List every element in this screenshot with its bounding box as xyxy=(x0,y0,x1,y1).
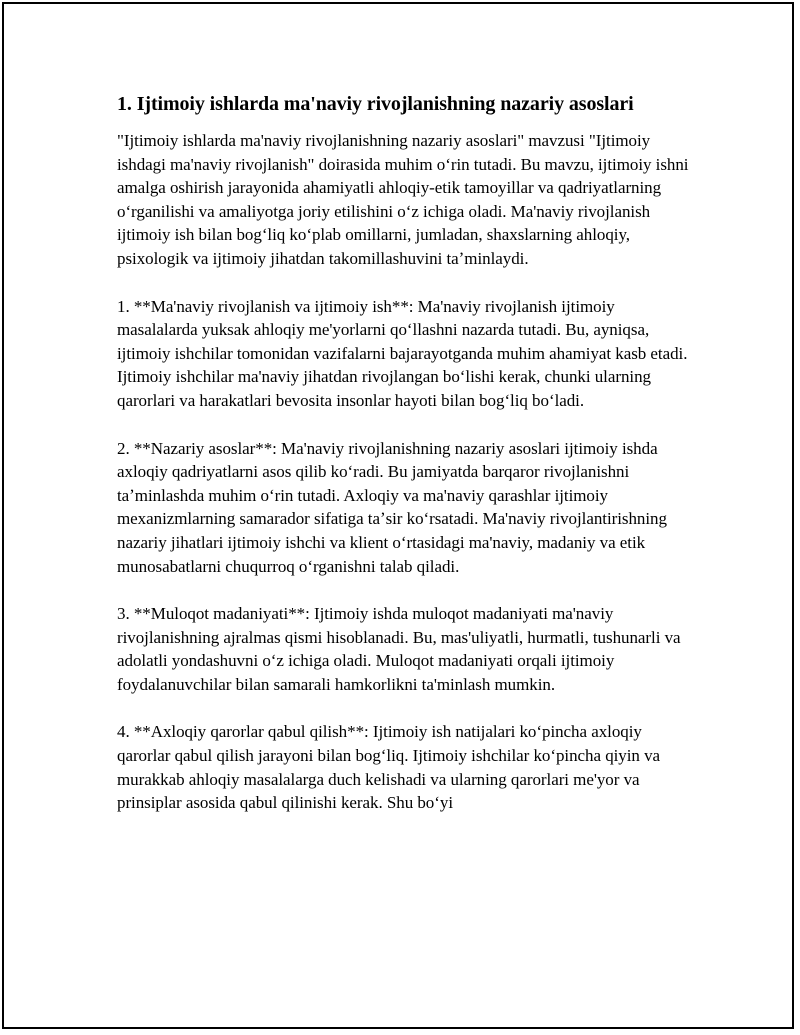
paragraph-ethical-decisions: 4. **Axloqiy qarorlar qabul qilish**: Ijtimoiy ish natijalari koʻpincha axloqiy qarorlar qabul qilish jarayoni bilan bogʻliq. Ijtimoiy ishchilar koʻpincha qiyin va murakkab ahloqiy masalalarga duch kelishadi va ularning qarorlari me'yor va prinsiplar asosida qabul qilinishi kerak. Shu boʻyi xyxy=(117,722,661,813)
document-body xyxy=(117,90,697,839)
intro-paragraph: "Ijtimoiy ishlarda ma'naviy rivojlanishning nazariy asoslari" mavzusi "Ijtimoiy ishdagi ma'naviy rivojlanish" doirasida muhim oʻrin tutadi. Bu mavzu, ijtimoiy ishni amalga oshirish jarayonida ahamiyatli ahloqiy-etik tamoyillar va qadriyatlarning oʻrganilishi va amaliyotga joriy etilishini oʻz ichiga oladi. Ma'naviy rivojlanish ijtimoiy ish bilan bogʻliq koʻplab omillarni, jumladan, shaxslarning ahloqiy, psixologik va ijtimoiy jihatdan takomillashuvini taʼminlaydi. xyxy=(117,131,689,268)
paragraph-theoretical-foundations: 2. **Nazariy asoslar**: Ma'naviy rivojlanishning nazariy asoslari ijtimoiy ishda axloqiy qadriyatlarni asos qilib koʻradi. Bu jamiyatda barqaror rivojlanishni taʼminlashda muhim oʻrin tutadi. Axloqiy va ma'naviy qarashlar ijtimoiy mexanizmlarning samarador sifatiga taʼsir koʻrsatadi. Ma'naviy rivojlantirishning nazariy jihatlari ijtimoiy ishchi va klient oʻrtasidagi ma'naviy, madaniy va etik munosabatlarni chuqurroq oʻrganishni talab qiladi. xyxy=(117,438,667,576)
paragraph-spiritual-development: 1. **Ma'naviy rivojlanish va ijtimoiy ish**: Ma'naviy rivojlanish ijtimoiy masalalarda yuksak ahloqiy me'yorlarni qoʻllashni nazarda tutadi. Bu, ayniqsa, ijtimoiy ishchilar tomonidan vazifalarni bajarayotganda muhim ahamiyat kasb etadi. Ijtimoiy ishchilar ma'naviy jihatdan rivojlangan boʻlishi kerak, chunki ularning qarorlari va harakatlari bevosita insonlar hayoti bilan bogʻliq boʻladi. xyxy=(117,296,688,410)
paragraph-communication-culture: 3. **Muloqot madaniyati**: Ijtimoiy ishda muloqot madaniyati ma'naviy rivojlanishning ajralmas qismi hisoblanadi. Bu, mas'uliyatli, hurmatli, tushunarli va adolatli yondashuvni oʻz ichiga oladi. Muloqot madaniyati orqali ijtimoiy foydalanuvchilar bilan samarali hamkorlikni ta'minlash mumkin. xyxy=(117,604,681,694)
document-title: 1. Ijtimoiy ishlarda ma'naviy rivojlanishning nazariy asoslari xyxy=(117,93,634,115)
